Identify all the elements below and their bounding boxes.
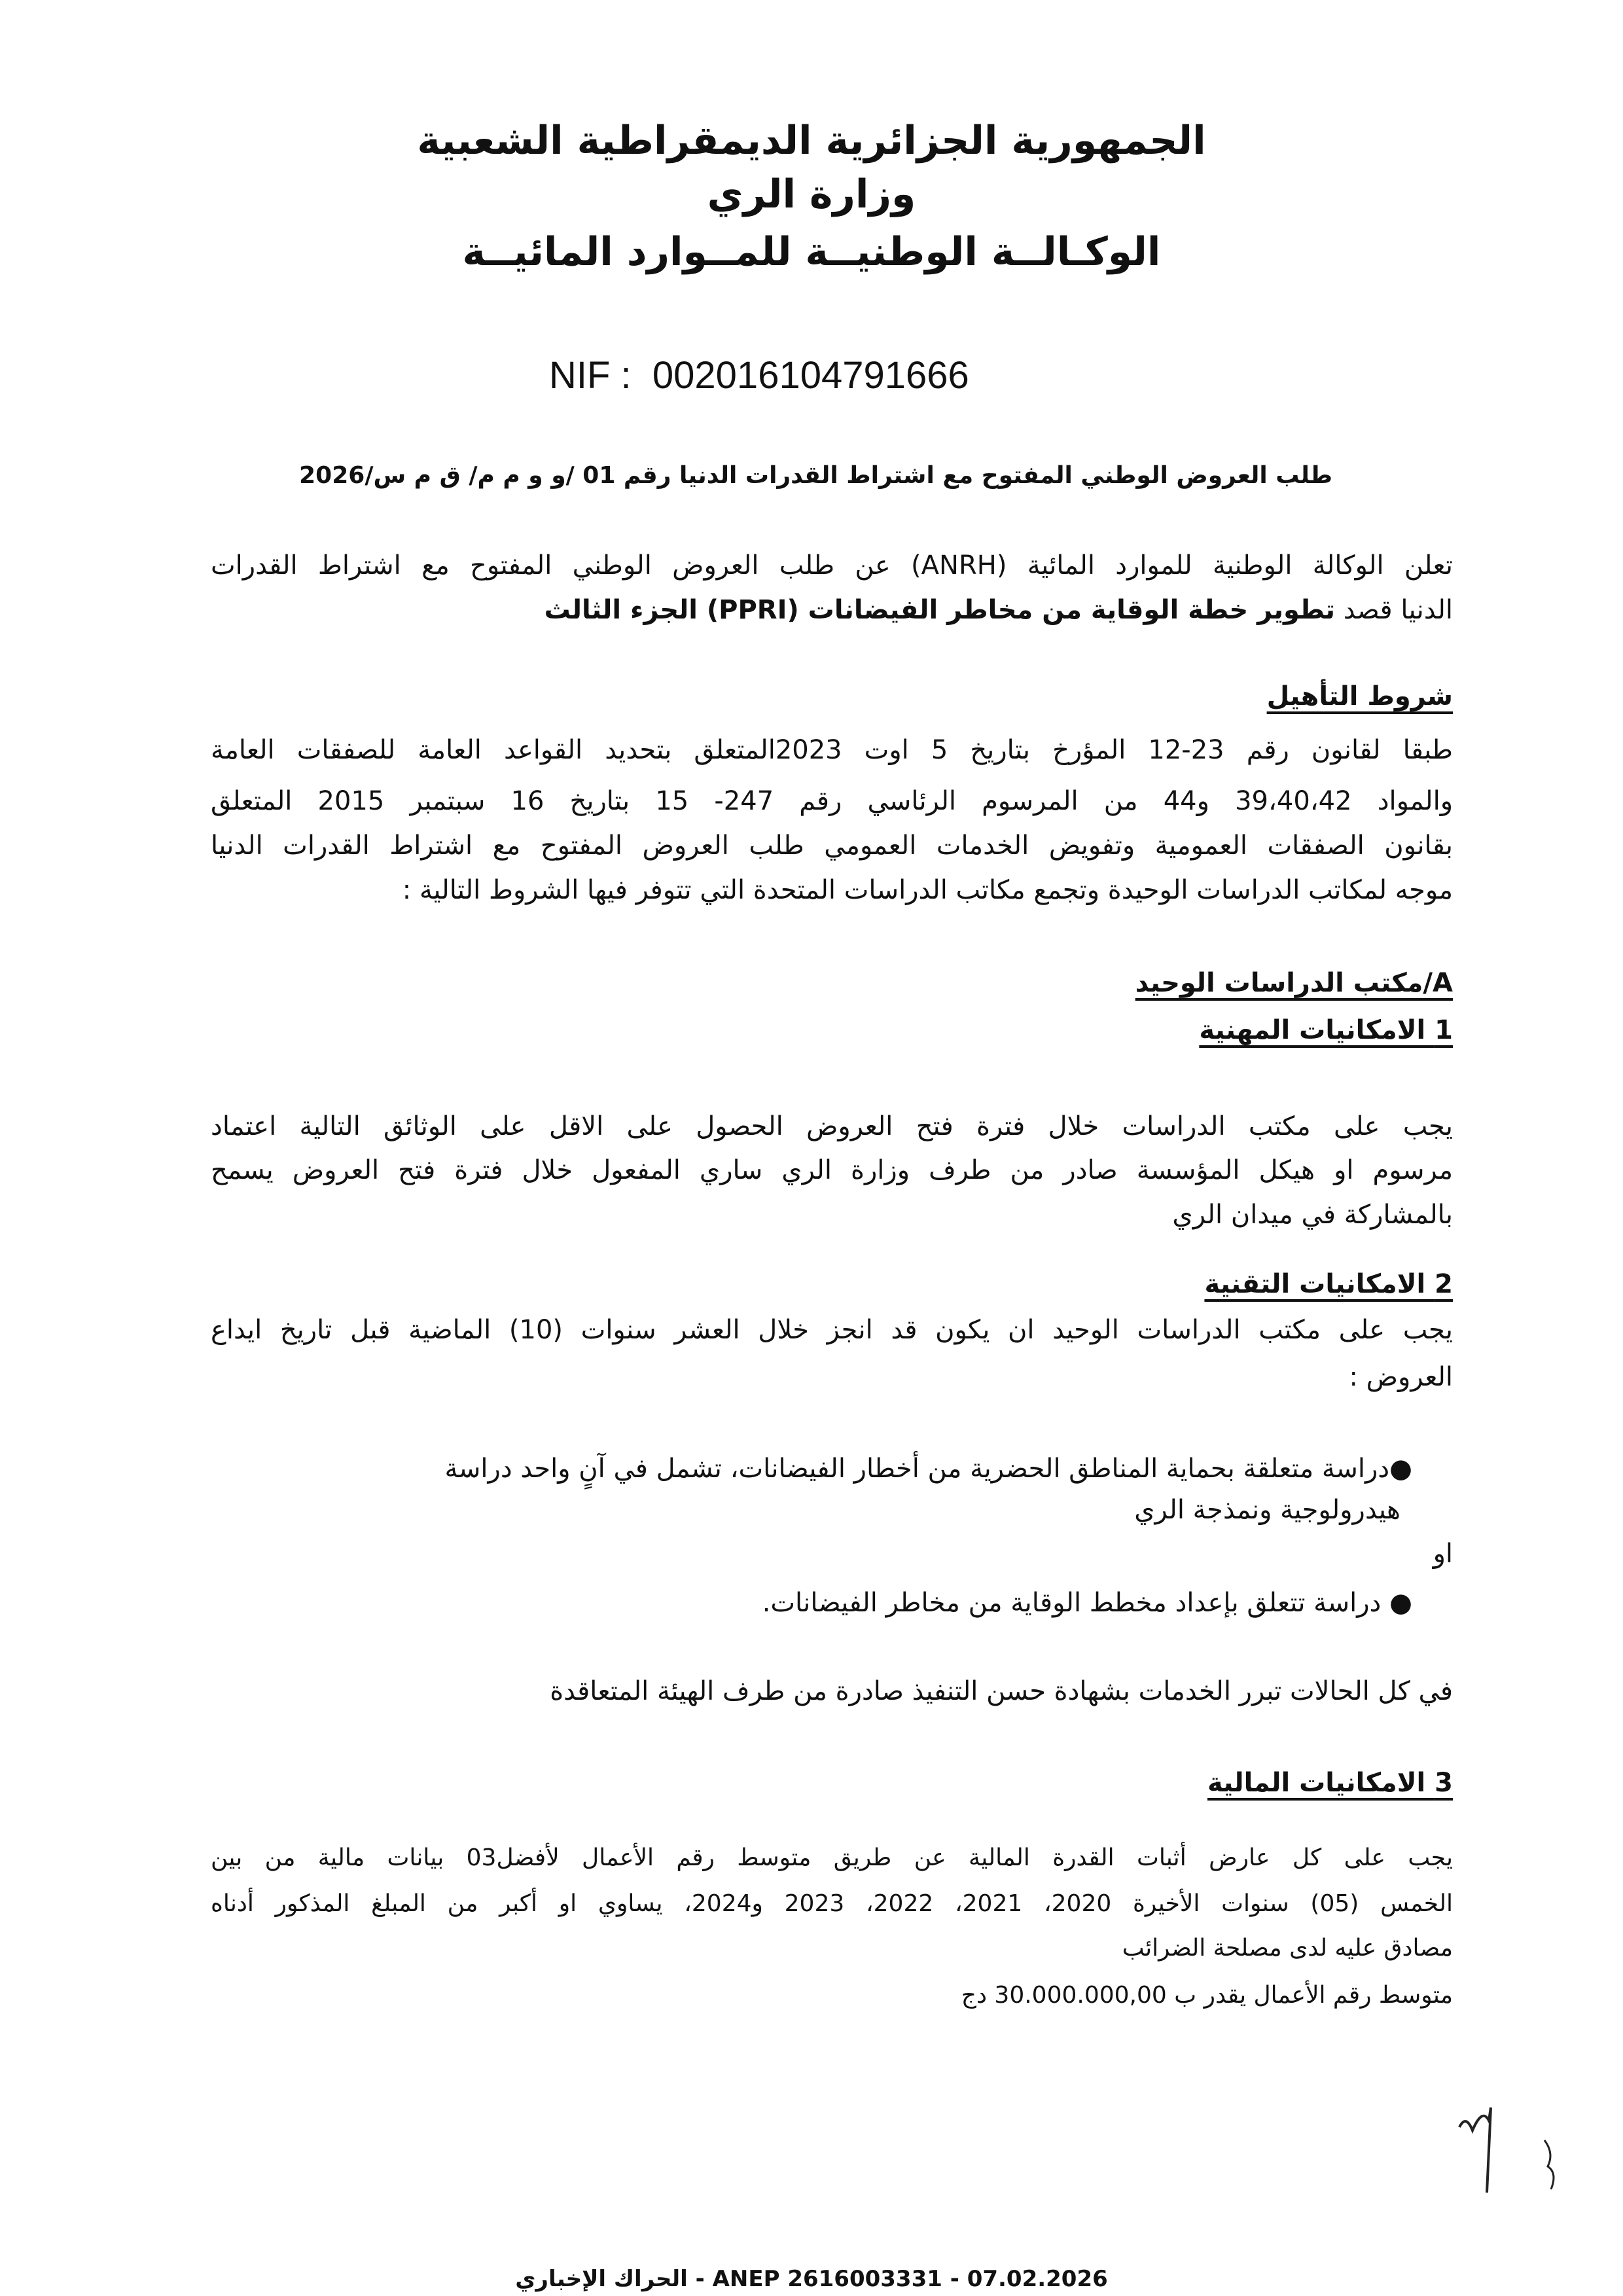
bullet-item-1-cont: هيدرولوجية ونمذجة الري (1134, 1495, 1400, 1525)
certificate-note: في كل الحالات تبرر الخدمات بشهادة حسن التنفيذ صادرة من طرف الهيئة المتعاقدة (550, 1676, 1453, 1706)
nif-label: NIF : (549, 354, 632, 397)
publication-footer: الحراك الإخباري - ANEP 2616003331 - 07.02.2026 (515, 2266, 1108, 2292)
project-title: تطوير خطة الوقاية من مخاطر الفيضانات (PPRI) الجزء الثالث (544, 595, 1336, 625)
financial-line: مصادق عليه لدى مصلحة الضرائب (1122, 1935, 1453, 1962)
section-a-heading: A/مكتب الدراسات الوحيد (1135, 968, 1453, 998)
bullet-text: دراسة تتعلق بإعداد مخطط الوقاية من مخاطر الفيضانات. (762, 1588, 1382, 1618)
eligibility-line: بقانون الصفقات العمومية وتفويض الخدمات العمومي طلب العروض المفتوح مع اشتراط القدرات الدنيا (211, 831, 1453, 861)
eligibility-line: والمواد 39،40،42 و44 من المرسوم الرئاسي رقم 247- 15 بتاريخ 16 سبتمبر 2015 المتعلق (211, 786, 1454, 816)
financial-heading: 3 الامكانيات المالية (1207, 1768, 1453, 1798)
professional-heading: 1 الامكانيات المهنية (1199, 1015, 1453, 1045)
bullet-icon: ● (1389, 1454, 1412, 1484)
bullet-text: دراسة متعلقة بحماية المناطق الحضرية من أخطار الفيضانات، تشمل في آنٍ واحد دراسة (444, 1454, 1390, 1484)
professional-line: مرسوم او هيكل المؤسسة صادر من طرف وزارة الري ساري المفعول خلال فترة فتح العروض يسمح (211, 1155, 1453, 1185)
financial-line: الخمس (05) سنوات الأخيرة 2020، 2021، 2022، 2023 و2024، يساوي او أكبر من المبلغ المذكور أدناه (211, 1890, 1454, 1917)
turnover-line: متوسط رقم الأعمال يقدر ب 30.000.000,00 دج (961, 1982, 1453, 2009)
eligibility-heading: شروط التأهيل (1266, 681, 1453, 711)
technical-heading: 2 الامكانيات التقنية (1204, 1269, 1453, 1299)
technical-line: يجب على مكتب الدراسات الوحيد ان يكون قد انجز خلال العشر سنوات (10) الماضية قبل تاريخ ايداع (211, 1315, 1453, 1345)
financial-line: يجب على كل عارض أثبات القدرة المالية عن طريق متوسط رقم الأعمال لأفضل03 بيانات مالية من بين (211, 1844, 1453, 1871)
header-ministry: وزارة الري (707, 171, 916, 217)
professional-line: يجب على مكتب الدراسات خلال فترة فتح العروض الحصول على الاقل على الوثائق التالية اعتماد (211, 1111, 1453, 1141)
header-agency: الوكـالــة الوطنيــة للمــوارد المائيــة (462, 229, 1161, 275)
intro-prefix: الدنيا قصد (1335, 595, 1453, 625)
bullet-item-2 (762, 1587, 1412, 1619)
or-text: او (1433, 1539, 1453, 1569)
bullet-item-1 (327, 1453, 1412, 1484)
nif (549, 353, 969, 397)
tender-title: طلب العروض الوطني المفتوح مع اشتراط القدرات الدنيا رقم 01 /و و م م/ ق م س/2026 (299, 462, 1332, 489)
eligibility-line: طبقا لقانون رقم 23-12 المؤرخ بتاريخ 5 اوت 2023المتعلق بتحديد القواعد العامة للصفقات العامة (211, 735, 1454, 765)
intro-line-2 (544, 594, 1453, 626)
bullet-icon: ● (1381, 1588, 1412, 1618)
technical-line: العروض : (1349, 1362, 1453, 1392)
intro-line-1: تعلن الوكالة الوطنية للموارد المائية (ANRH) عن طلب العروض الوطني المفتوح مع اشتراط القدرات (211, 550, 1453, 581)
professional-line: بالمشاركة في ميدان الري (1172, 1200, 1453, 1230)
nif-value: 002016104791666 (652, 354, 969, 397)
header-republic: الجمهورية الجزائرية الديمقراطية الشعبية (417, 118, 1206, 164)
eligibility-line: موجه لمكاتب الدراسات الوحيدة وتجمع مكاتب الدراسات المتحدة التي تتوفر فيها الشروط التالية : (402, 875, 1453, 905)
handwritten-initials (1453, 2101, 1584, 2199)
